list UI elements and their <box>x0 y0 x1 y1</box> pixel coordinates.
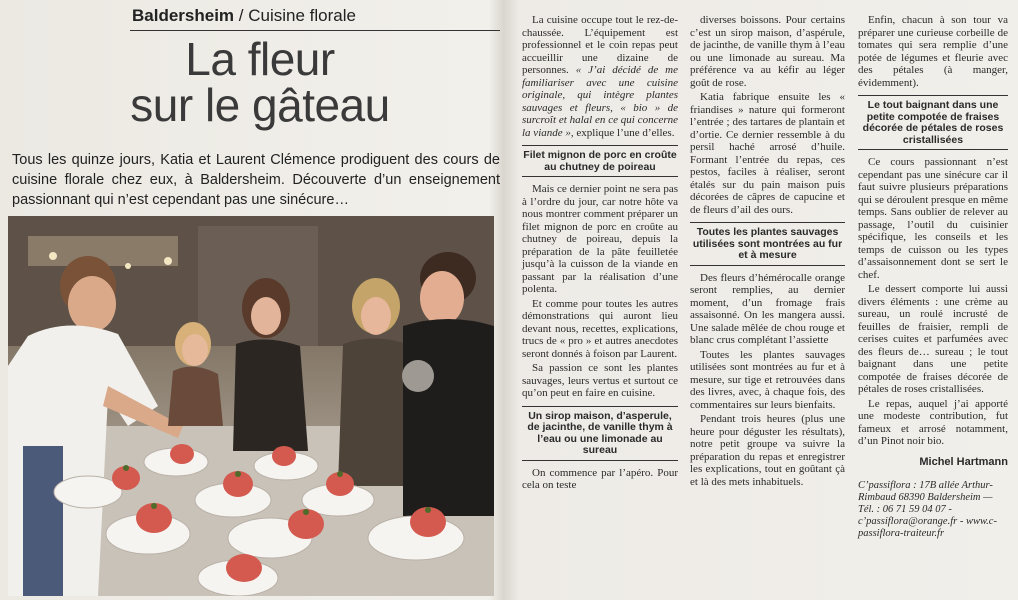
article-photo <box>8 216 494 596</box>
article-column-1 <box>522 14 678 494</box>
subheading: Le tout baignant dans une petite compotée de fraises décorée de pétales de roses cristallisées <box>858 95 1008 150</box>
paragraph: Enfin, chacun à son tour va préparer une curieuse corbeille de tomates qui sera remplie d’une potée de légumes et fleurie avec des pétales (à manger, évidemment). <box>858 14 1008 89</box>
paragraph: Sa passion ce sont les plantes sauvages, leurs vertus et surtout ce qu’on peut en faire en cuisine. <box>522 362 678 399</box>
subheading: Un sirop maison, d’asperule, de jacinthe, de vanille thym à l’eau ou une limonade au sureau <box>522 406 678 461</box>
subheading: Toutes les plantes sauvages utilisées sont montrées au fur et à mesure <box>690 222 845 266</box>
article-column-3 <box>858 14 1008 540</box>
paragraph: Le repas, auquel j’ai apporté une modeste contribution, fut fameux et arrosé notamment, d’un Pinot noir bio. <box>858 397 1008 447</box>
paragraph: Pendant trois heures (plus une heure pour déguster les résultats), notre petit groupe va suivre la préparation du repas et enregistrer les explications, tout en goûtant çà et là des mets inhabituels. <box>690 413 845 488</box>
paragraph: On commence par l’apéro. Pour cela on teste <box>522 466 678 491</box>
paragraph: diverses boissons. Pour certains c’est un sirop maison, d’aspérule, de jacinthe, de vanille thym à l’eau ou une limonade au sureau. Ma préférence va au kéfir au léger goût de rose. <box>690 14 845 89</box>
paragraph: Le dessert comporte lui aussi divers éléments : une crème au sureau, un roulé incrusté de feuilles de fraisier, rempli de cerises cuites et parfumées avec des fleurs de… sureau ; le tout baignant dans une petite compotée de fraises décorée de pétales de roses cristallisées. <box>858 283 1008 395</box>
article-column-2 <box>690 14 845 490</box>
kicker-rule <box>130 30 500 31</box>
author-signature: Michel Hartmann <box>919 455 1008 468</box>
kicker-section: Cuisine florale <box>248 6 356 25</box>
paragraph: Ce cours passionnant n’est cependant pas une sinécure car il faut suivre plusieurs préparations qui se déroulent presque en même temps. Sans oublier de relever au passage, l’outil du cuisinier spécifique, les conseils et les temps de cuisson ou les types d’assaisonnement dont se sert le chef. <box>858 156 1008 281</box>
paragraph: Des fleurs d’hémérocalle orange seront remplies, au dernier moment, d’un fromage frais assaisonné. On les mangera aussi. Une salade mêlée de chou rouge et blanc crus complétant l’assiette <box>690 271 845 346</box>
headline-line-1: La fleur <box>185 33 335 85</box>
kicker-separator: / <box>238 6 244 25</box>
headline-line-2: sur le gâteau <box>130 79 390 131</box>
contact-info: C’passiflora : 17B allée Arthur-Rimbaud 68390 Baldersheim — Tél. : 06 71 59 04 07 - c’passiflora@orange.fr - www.c-passiflora-traiteur.fr <box>858 480 997 539</box>
paragraph: Mais ce dernier point ne sera pas à l’ordre du jour, car notre hôte va nous montrer comment préparer un filet mignon de porc en croûte au chutney de poireau, depuis la préparation de la pâte feuilletée jusqu’à la cuisson de la viande en passant par la réalisation d’une polenta. <box>522 183 678 295</box>
paragraph: Katia fabrique ensuite les « friandises » nature qui formeront l’entrée ; des tartares de plantain et d’ortie. Ce dernier ressemble à du persil haché arrosé d’huile. Formant l’entrée du repas, ces pestos, faciles à réaliser, seront étalés sur du pain maison puis décorées de câpres de capucine et de fleurs d’ail des ours. <box>690 91 845 216</box>
headline <box>60 33 460 131</box>
paragraph: Et comme pour toutes les autres démonstrations qui auront lieu devant nous, recettes, explications, trucs de « pro » et autres anecdotes seront donnés à foison par Laurent. <box>522 297 678 360</box>
section-kicker <box>132 6 502 28</box>
paragraph: La cuisine occupe tout le rez-de-chaussée. L’équipement est professionnel et le coin repas peut accueillir une dizaine de personnes. « J’ai décidé de me familiariser avec une cuisine originale, qui intègre plantes sauvages et fleurs, « bio » de surcroît et halal en ce qui concerne la viande », explique l’une d’elles. <box>522 14 679 139</box>
cooking-class-photo-icon <box>8 216 494 596</box>
kicker-location: Baldersheim <box>132 6 235 25</box>
standfirst: Tous les quinze jours, Katia et Laurent Clémence prodiguent des cours de cuisine florale chez eux, à Baldersheim. Découverte d’un enseignement passionnant qui n’est cependant pas une sinécure… <box>12 152 500 208</box>
quote: « J’ai décidé de me familiariser avec une cuisine originale, qui intègre plantes sauvages et fleurs, « bio » de surcroît et halal en ce qui concerne la viande » <box>522 64 679 139</box>
paragraph: Toutes les plantes sauvages utilisées sont montrées au fur et à mesure, sur tige et retrouvées dans des livres, avec, à chaque fois, des commentaires sur leurs bienfaits. <box>690 348 845 411</box>
subheading: Filet mignon de porc en croûte au chutney de poireau <box>522 145 678 177</box>
